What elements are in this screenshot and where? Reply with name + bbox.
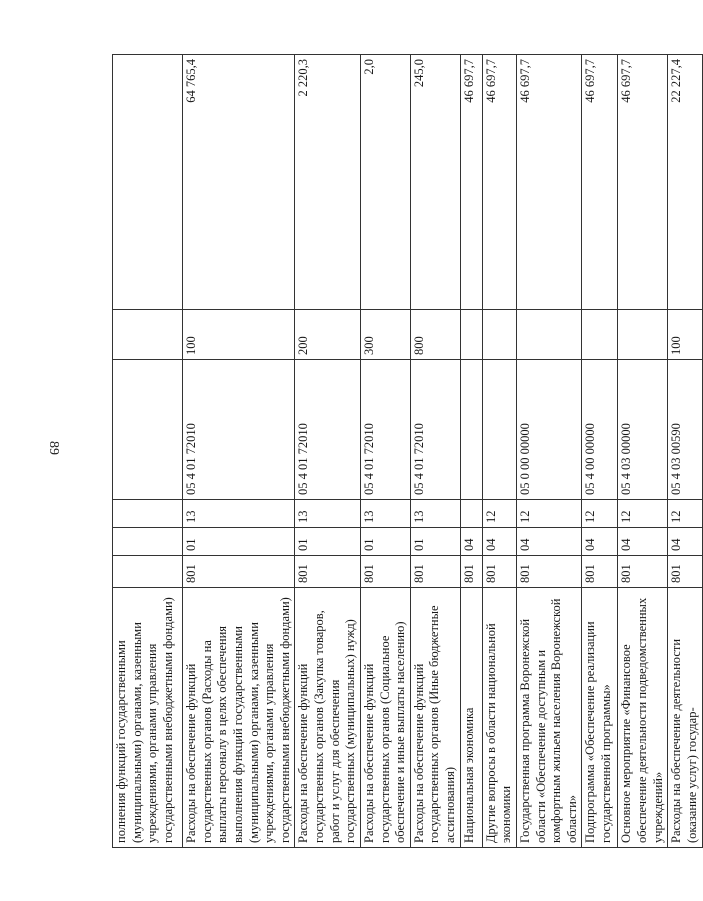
cell-subsection: 12 — [668, 500, 702, 528]
cell-target-article: 05 4 01 72010 — [183, 360, 295, 500]
table-row — [482, 55, 516, 848]
cell-expense-type — [482, 310, 516, 360]
cell-code: 801 — [516, 556, 582, 588]
table-row — [295, 55, 361, 848]
cell-section: 04 — [460, 528, 482, 556]
cell-name: Расходы на обеспечение функций государственных органов (Социальное обеспечение и иные выплаты населению) — [360, 588, 410, 848]
cell-expense-type — [582, 310, 618, 360]
cell-section: 04 — [516, 528, 582, 556]
cell-code: 801 — [295, 556, 361, 588]
cell-section: 04 — [668, 528, 702, 556]
cell-target-article: 05 4 03 00590 — [668, 360, 702, 500]
cell-code: 801 — [410, 556, 460, 588]
cell-code: 801 — [618, 556, 668, 588]
cell-expense-type: 100 — [183, 310, 295, 360]
cell-subsection — [460, 500, 482, 528]
table-row — [410, 55, 460, 848]
cell-name: Основное мероприятие «Финансовое обеспечение деятельности подведомственных учреждений» — [618, 588, 668, 848]
cell-target-article — [460, 360, 482, 500]
cell-section: 01 — [295, 528, 361, 556]
table-row — [582, 55, 618, 848]
table-row — [113, 55, 183, 848]
cell-code: 801 — [360, 556, 410, 588]
cell-name: Национальная экономика — [460, 588, 482, 848]
cell-amount: 245,0 — [410, 55, 460, 310]
cell-name: Расходы на обеспечение функций государственных органов (Иные бюджетные ассигнования) — [410, 588, 460, 848]
cell-name: полнения функций государственными (муниципальными) органами, казенными учреждениями, органами управления государственными внебюджетными фондами) — [113, 588, 183, 848]
cell-section: 01 — [410, 528, 460, 556]
cell-name: Расходы на обеспечение деятельности (оказание услуг) государ- — [668, 588, 702, 848]
cell-target-article — [113, 360, 183, 500]
cell-subsection: 12 — [482, 500, 516, 528]
table-row — [360, 55, 410, 848]
cell-name: Подпрограмма «Обеспечение реализации государственной программы» — [582, 588, 618, 848]
cell-expense-type — [460, 310, 482, 360]
cell-amount: 2 220,3 — [295, 55, 361, 310]
cell-subsection: 13 — [410, 500, 460, 528]
cell-target-article: 05 4 01 72010 — [360, 360, 410, 500]
cell-expense-type — [618, 310, 668, 360]
cell-amount: 46 697,7 — [618, 55, 668, 310]
cell-target-article: 05 4 01 72010 — [410, 360, 460, 500]
cell-target-article: 05 4 03 00000 — [618, 360, 668, 500]
cell-section: 04 — [482, 528, 516, 556]
cell-code: 801 — [460, 556, 482, 588]
cell-name: Расходы на обеспечение функций государственных органов (Закупка товаров, работ и услуг для обеспечения государственных (муниципальных) нужд) — [295, 588, 361, 848]
cell-amount — [113, 55, 183, 310]
table-row — [618, 55, 668, 848]
cell-subsection — [113, 500, 183, 528]
cell-expense-type: 100 — [668, 310, 702, 360]
cell-amount: 2,0 — [360, 55, 410, 310]
cell-expense-type: 800 — [410, 310, 460, 360]
table-row — [516, 55, 582, 848]
cell-section: 01 — [360, 528, 410, 556]
cell-name: Другие вопросы в области национальной экономики — [482, 588, 516, 848]
cell-section: 04 — [618, 528, 668, 556]
cell-amount: 22 227,4 — [668, 55, 702, 310]
cell-amount: 46 697,7 — [516, 55, 582, 310]
cell-code — [113, 556, 183, 588]
cell-name: Расходы на обеспечение функций государственных органов (Расходы на выплаты персоналу в целях обеспечения выполнения функций государственными (муниципальными) органами, казенными учреждениями, органами управления государственными внебюджетными фондами) — [183, 588, 295, 848]
cell-section: 04 — [582, 528, 618, 556]
cell-subsection: 12 — [618, 500, 668, 528]
table-row — [460, 55, 482, 848]
cell-subsection: 12 — [516, 500, 582, 528]
cell-code: 801 — [183, 556, 295, 588]
cell-code: 801 — [668, 556, 702, 588]
cell-amount: 46 697,7 — [582, 55, 618, 310]
budget-table-body — [113, 55, 703, 848]
cell-subsection: 12 — [582, 500, 618, 528]
cell-expense-type — [516, 310, 582, 360]
cell-section: 01 — [183, 528, 295, 556]
cell-amount: 46 697,7 — [460, 55, 482, 310]
cell-target-article: 05 4 01 72010 — [295, 360, 361, 500]
cell-amount: 64 765,4 — [183, 55, 295, 310]
cell-subsection: 13 — [183, 500, 295, 528]
table-row — [183, 55, 295, 848]
cell-subsection: 13 — [295, 500, 361, 528]
rotated-table-container — [112, 55, 699, 848]
cell-code: 801 — [482, 556, 516, 588]
cell-code: 801 — [582, 556, 618, 588]
cell-target-article: 05 0 00 00000 — [516, 360, 582, 500]
cell-target-article: 05 4 00 00000 — [582, 360, 618, 500]
rotated-page-content — [112, 55, 699, 848]
budget-table — [112, 54, 703, 848]
cell-name: Государственная программа Воронежской области «Обеспечение доступным и комфортным жильем населения Воронежской области» — [516, 588, 582, 848]
cell-expense-type — [113, 310, 183, 360]
table-row — [668, 55, 702, 848]
cell-subsection: 13 — [360, 500, 410, 528]
cell-target-article — [482, 360, 516, 500]
cell-section — [113, 528, 183, 556]
cell-expense-type: 200 — [295, 310, 361, 360]
page-number: 89 — [46, 441, 61, 455]
cell-amount: 46 697,7 — [482, 55, 516, 310]
cell-expense-type: 300 — [360, 310, 410, 360]
